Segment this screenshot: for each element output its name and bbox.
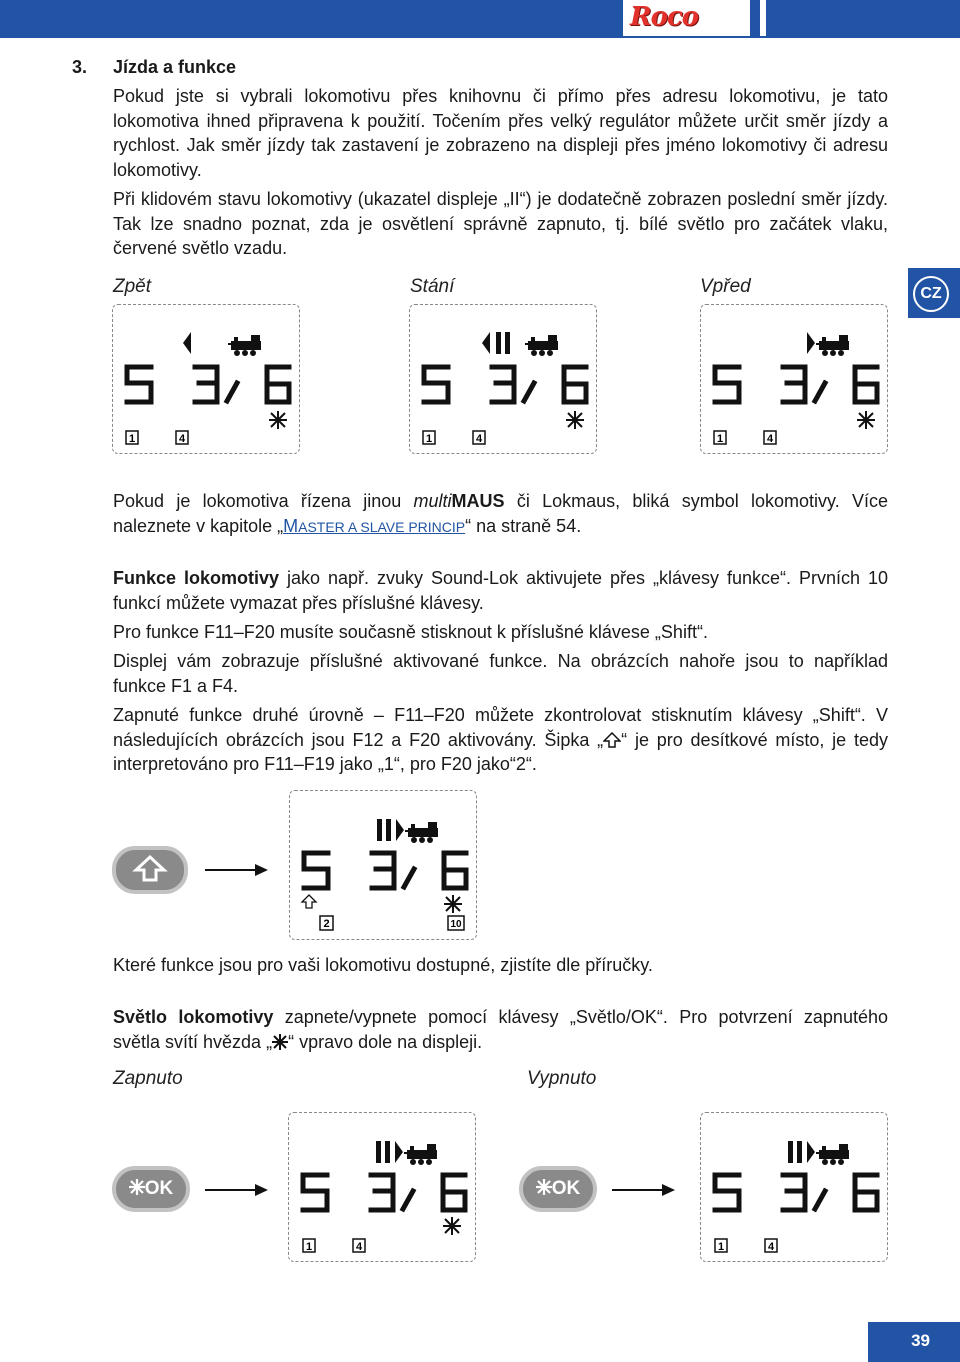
stop-bar-icon bbox=[385, 1141, 390, 1163]
direction-back-icon bbox=[482, 332, 490, 354]
header-bar-right bbox=[766, 0, 960, 36]
p4-text: jako např. zvuky Sound-Lok aktivujete přes „klávesy funkce“. Prvních 10 funkcí můžete vymazat přes příslušné klávesy. bbox=[113, 568, 888, 613]
p7-text-b: “ je pro desítkové místo, je tedy interpretováno pro F11–F19 jako „1“, pro F20 jako“2“. bbox=[113, 729, 888, 774]
arrow-right-icon bbox=[205, 1182, 269, 1198]
lcd-display-back bbox=[112, 304, 300, 454]
section-title: Jízda a funkce bbox=[113, 57, 237, 77]
link-cap[interactable]: M bbox=[283, 515, 299, 536]
lcd-display-light-off bbox=[700, 1112, 888, 1262]
stop-bar-icon bbox=[376, 1141, 381, 1163]
caption-stop: Stání bbox=[410, 276, 455, 297]
locomotive-icon bbox=[525, 335, 558, 356]
stop-bar-icon bbox=[797, 1141, 802, 1163]
lcd-address-digits bbox=[127, 367, 289, 402]
language-tab bbox=[908, 268, 960, 318]
p7-text-a: Zapnuté funkce druhé úrovně – F11–F20 můžete zkontrolovat stisknutím klávesy „Shift“. V následujících obrázcích jsou F12 a F20 aktivovány. Šipka „ bbox=[113, 705, 888, 750]
direction-forward-icon bbox=[396, 819, 404, 841]
p3-text-a: Pokud je lokomotiva řízena jinou bbox=[113, 491, 414, 511]
ok-label: OK bbox=[144, 1178, 174, 1199]
locomotive-icon bbox=[816, 335, 849, 356]
p4-bold: Funkce lokomotivy bbox=[113, 568, 280, 588]
light-star-icon bbox=[536, 1179, 552, 1195]
shift-button[interactable] bbox=[112, 846, 188, 894]
p9-text-a: zapnete/vypnete pomocí klávesy „Světlo/OK“. Pro potvrzení zapnutého světla svítí hvězda „ bbox=[113, 1007, 888, 1052]
light-star-icon bbox=[272, 1034, 288, 1050]
stop-bar-icon bbox=[386, 819, 391, 841]
paragraph-functions bbox=[113, 566, 888, 615]
function-f4-label: 4 bbox=[355, 1241, 363, 1253]
lcd-address-digits bbox=[304, 853, 466, 888]
light-ok-button-off[interactable] bbox=[519, 1166, 597, 1212]
p3-text-c: “ na straně 54. bbox=[465, 515, 582, 536]
paragraph-manual: Které funkce jsou pro vaši lokomotivu dostupné, zjistíte dle příručky. bbox=[113, 955, 653, 975]
lcd-address-digits bbox=[715, 367, 877, 402]
locomotive-icon bbox=[404, 1144, 437, 1165]
stop-bar-icon bbox=[496, 332, 501, 354]
p3-text-b: či Lokmaus, bliká symbol lokomotivy. Více naleznete v kapitole „ bbox=[113, 491, 888, 536]
p3-multi: multi bbox=[413, 491, 452, 511]
caption-forward: Vpřed bbox=[700, 276, 751, 297]
section-number: 3. bbox=[72, 57, 88, 77]
light-star-icon bbox=[269, 411, 287, 429]
direction-forward-icon bbox=[395, 1141, 403, 1163]
header-bar-left bbox=[0, 0, 623, 36]
function-f4-label: 4 bbox=[475, 433, 483, 445]
light-star-icon bbox=[443, 1217, 461, 1235]
paragraph-intro: Pokud jste si vybrali lokomotivu přes knihovnu či přímo přes adresu lokomotivu, je tato lokomotiva ihned připravena k použití. Točením přes velký regulátor můžete určit směr jízdy a rychlost. Jak směr jízdy tak zastavení je zobrazeno na displeji přes jméno lokomotivy či adresu lokomotivy. bbox=[113, 86, 888, 180]
page-header bbox=[0, 0, 960, 40]
language-tab-label: CZ bbox=[913, 276, 949, 312]
roco-logo: Roco bbox=[630, 2, 699, 32]
function-f1-label: 1 bbox=[425, 433, 433, 445]
function-f1-label: 1 bbox=[128, 433, 136, 445]
function-f1-label: 1 bbox=[717, 1241, 725, 1253]
p3-maus: MAUS bbox=[451, 491, 505, 511]
light-star-icon bbox=[444, 895, 462, 913]
caption-off: Vypnuto bbox=[527, 1068, 597, 1089]
lcd-address-digits bbox=[424, 367, 586, 402]
light-ok-button-on[interactable] bbox=[112, 1166, 190, 1212]
lcd-display-forward bbox=[700, 304, 888, 454]
lcd-display-shift bbox=[289, 790, 477, 940]
lcd-display-stop bbox=[409, 304, 597, 454]
lcd-address-digits bbox=[715, 1175, 877, 1210]
function-f4-label: 4 bbox=[766, 433, 774, 445]
page-number: 39 bbox=[868, 1322, 960, 1362]
locomotive-icon bbox=[405, 822, 438, 843]
link-smallcaps[interactable]: ASTER A SLAVE PRINCIP bbox=[298, 518, 466, 535]
arrow-right-icon bbox=[612, 1182, 676, 1198]
paragraph-shift: Pro funkce F11–F20 musíte současně stisknout k příslušné klávese „Shift“. bbox=[113, 622, 708, 642]
caption-back: Zpět bbox=[113, 276, 152, 297]
header-bar-mid bbox=[750, 0, 760, 36]
light-star-icon bbox=[566, 411, 584, 429]
paragraph-light bbox=[113, 1005, 888, 1054]
stop-bar-icon bbox=[505, 332, 510, 354]
direction-back-icon bbox=[183, 332, 191, 354]
light-star-icon bbox=[857, 411, 875, 429]
ok-label: OK bbox=[551, 1178, 581, 1199]
function-f10-label: 10 bbox=[450, 919, 462, 930]
locomotive-icon bbox=[816, 1144, 849, 1165]
stop-bar-icon bbox=[377, 819, 382, 841]
direction-forward-icon bbox=[807, 332, 815, 354]
header-line bbox=[0, 36, 960, 38]
shift-arrow-icon bbox=[132, 854, 168, 884]
p9-text-b: “ vpravo dole na displeji. bbox=[288, 1031, 483, 1052]
function-f1-label: 1 bbox=[305, 1241, 313, 1253]
locomotive-icon bbox=[228, 335, 261, 356]
light-star-icon bbox=[129, 1179, 145, 1195]
function-f1-label: 1 bbox=[716, 433, 724, 445]
function-f4-label: 4 bbox=[178, 433, 186, 445]
caption-on: Zapnuto bbox=[113, 1068, 183, 1089]
paragraph-display-functions: Displej vám zobrazuje příslušné aktivované funkce. Na obrázcích nahoře jsou to například funkce F1 a F4. bbox=[113, 651, 888, 696]
stop-bar-icon bbox=[788, 1141, 793, 1163]
master-slave-link[interactable] bbox=[283, 516, 465, 536]
paragraph-multimaus bbox=[113, 489, 888, 539]
shift-arrow-icon bbox=[603, 732, 621, 748]
shift-arrow-icon bbox=[302, 895, 316, 908]
function-f2-label: 2 bbox=[323, 918, 330, 930]
direction-forward-icon bbox=[807, 1141, 815, 1163]
lcd-display-light-on bbox=[288, 1112, 476, 1262]
paragraph-second-level bbox=[113, 703, 888, 777]
function-f4-label: 4 bbox=[767, 1241, 775, 1253]
lcd-address-digits bbox=[303, 1175, 465, 1210]
p9-bold: Světlo lokomotivy bbox=[113, 1007, 274, 1027]
paragraph-idle-state: Při klidovém stavu lokomotivy (ukazatel displeje „II“) je dodatečně zobrazen poslední směr jízdy. Tak lze snadno poznat, zda je osvětlení správně zapnuto, tj. bílé světlo pro začátek vlaku, červené světlo vzadu. bbox=[113, 189, 888, 258]
arrow-right-icon bbox=[205, 862, 269, 878]
